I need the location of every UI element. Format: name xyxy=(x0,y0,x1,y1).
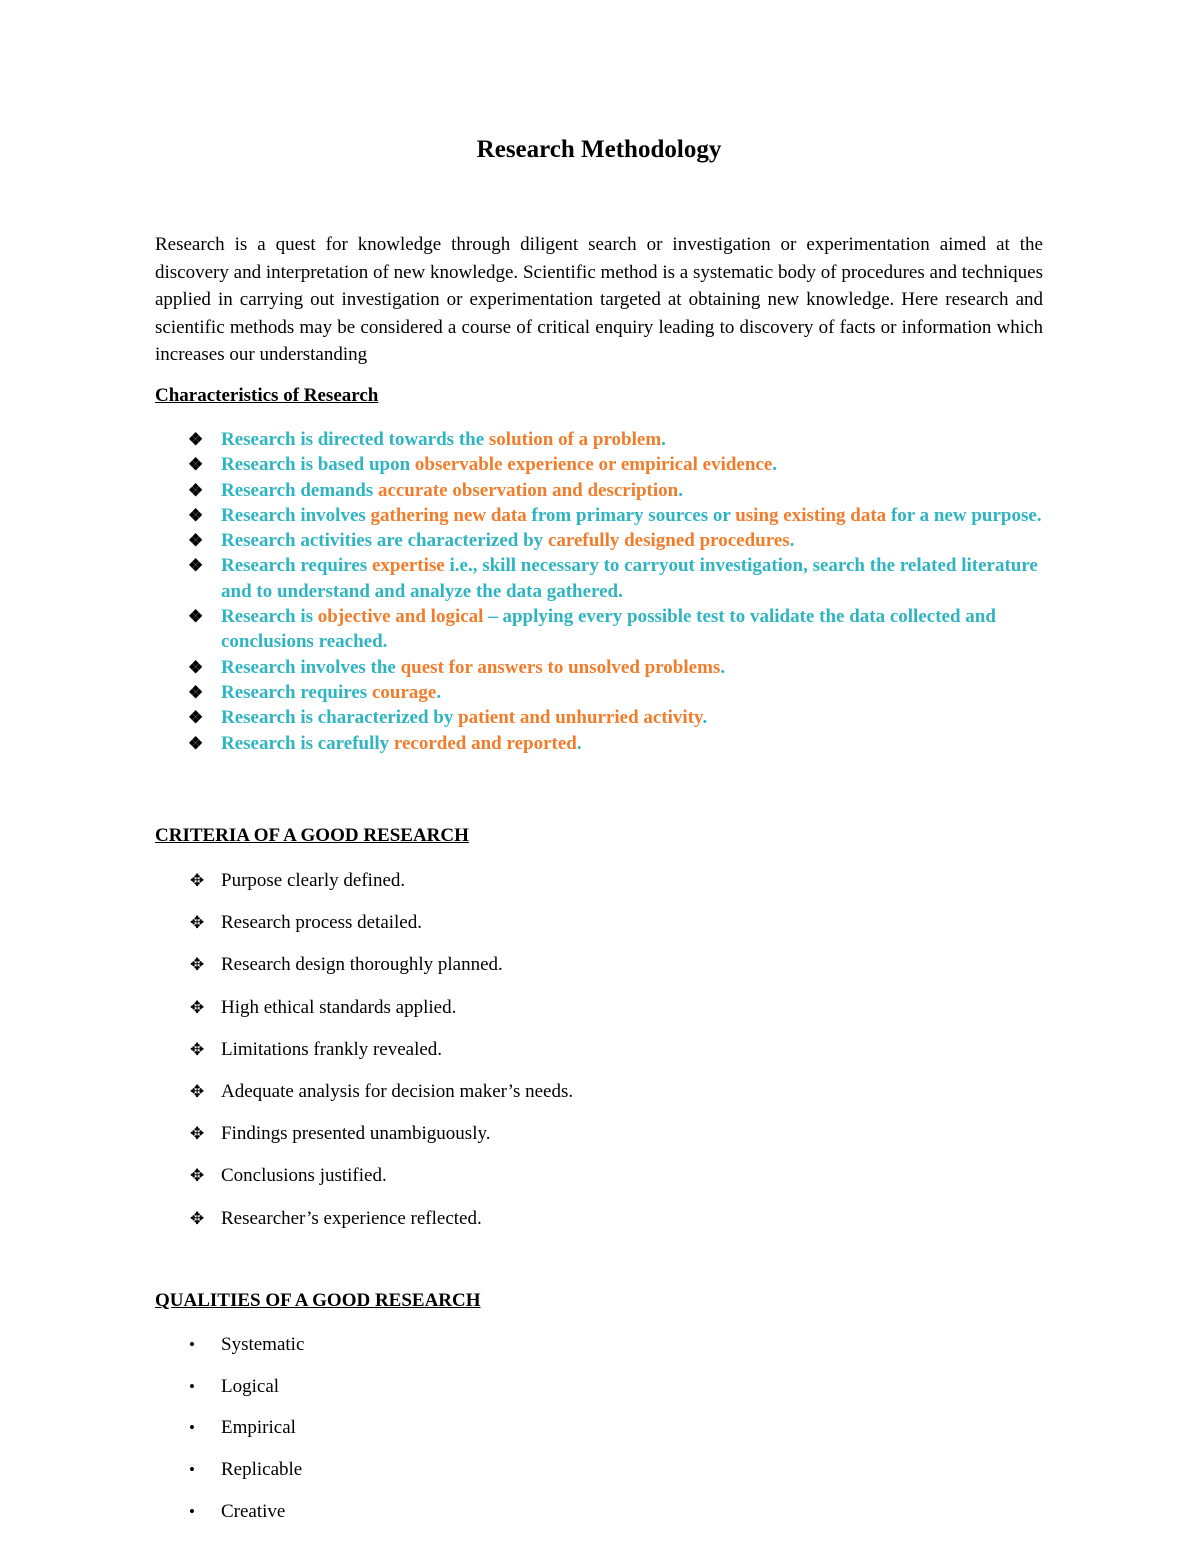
criteria-item xyxy=(155,996,573,1038)
criteria-item-text: Findings presented unambiguously. xyxy=(221,1123,491,1145)
characteristic-text-run: Research requires xyxy=(221,681,372,703)
criteria-item xyxy=(155,1164,573,1206)
characteristic-text-run: patient and unhurried activity xyxy=(458,707,703,729)
characteristic-item xyxy=(155,452,1043,477)
characteristic-text-run: – applying every possible test to validate the data collected and conclusions reached. xyxy=(221,606,996,653)
characteristic-item xyxy=(155,731,1043,756)
arrow-cross-icon: ✥ xyxy=(190,1081,205,1101)
characteristic-text-run: . xyxy=(436,681,442,703)
dot-bullet-icon: • xyxy=(189,1418,195,1438)
criteria-item-text: Limitations frankly revealed. xyxy=(221,1038,443,1060)
characteristic-text-run: . xyxy=(702,707,708,729)
criteria-item xyxy=(155,953,573,995)
quality-item-text: Creative xyxy=(221,1500,286,1522)
dot-bullet-icon: • xyxy=(189,1335,195,1354)
quality-item-text: Logical xyxy=(221,1375,280,1397)
characteristic-text-run: from primary sources or xyxy=(526,504,736,526)
arrow-cross-icon: ✥ xyxy=(190,871,205,890)
characteristic-item xyxy=(155,553,1043,604)
quality-item-text: Replicable xyxy=(221,1459,303,1481)
diamond-cross-icon: ❖ xyxy=(188,682,204,702)
characteristic-item xyxy=(155,478,1043,503)
diamond-cross-icon: ❖ xyxy=(188,430,204,449)
arrow-cross-icon: ✥ xyxy=(190,955,205,975)
characteristic-text-run: for a new purpose. xyxy=(886,504,1042,526)
diamond-cross-icon: ❖ xyxy=(188,607,204,627)
characteristic-text-run: . xyxy=(678,479,683,501)
characteristic-text-run: Research involves the xyxy=(221,656,401,678)
diamond-cross-icon: ❖ xyxy=(188,708,204,728)
criteria-item xyxy=(155,1207,573,1249)
characteristics-heading: Characteristics of Research xyxy=(155,385,379,406)
diamond-cross-icon: ❖ xyxy=(188,657,204,677)
criteria-list xyxy=(155,869,573,1249)
characteristic-text-run: Research involves xyxy=(221,504,371,526)
criteria-item xyxy=(155,1080,573,1122)
characteristic-item xyxy=(155,503,1043,528)
characteristic-text-run: carefully designed procedures xyxy=(547,530,790,552)
characteristic-text-run: Research demands xyxy=(221,479,378,501)
criteria-item-text: High ethical standards applied. xyxy=(221,996,457,1018)
characteristic-text-run: Research is based upon xyxy=(221,454,415,476)
characteristic-item xyxy=(155,528,1043,553)
criteria-item xyxy=(155,1038,573,1080)
criteria-item-text: Research process detailed. xyxy=(221,912,422,934)
characteristic-text-run: Research requires xyxy=(221,555,372,577)
quality-item xyxy=(155,1375,304,1417)
arrow-cross-icon: ✥ xyxy=(190,1039,205,1059)
characteristic-text-run: Research is xyxy=(221,606,318,628)
document-title: Research Methodology xyxy=(476,136,722,163)
criteria-item-text: Adequate analysis for decision maker’s needs. xyxy=(221,1080,574,1102)
arrow-cross-icon: ✥ xyxy=(190,913,205,933)
characteristic-text-run: . xyxy=(772,454,778,476)
characteristic-text-run: Research is characterized by xyxy=(221,707,459,729)
characteristic-text-run: quest for answers to unsolved problems xyxy=(400,656,721,678)
criteria-item xyxy=(155,911,573,953)
characteristic-item xyxy=(155,604,1043,655)
characteristic-text-run: expertise xyxy=(371,555,445,577)
characteristic-item xyxy=(155,655,1043,680)
quality-item-text: Systematic xyxy=(221,1334,305,1355)
diamond-cross-icon: ❖ xyxy=(188,733,204,753)
diamond-cross-icon: ❖ xyxy=(188,531,204,551)
diamond-cross-icon: ❖ xyxy=(188,556,204,576)
characteristic-item xyxy=(155,427,1043,452)
diamond-cross-icon: ❖ xyxy=(188,505,204,525)
characteristic-item xyxy=(155,680,1043,705)
characteristic-text-run: Research is carefully xyxy=(221,732,394,754)
characteristic-text-run: observable experience or empirical evidence xyxy=(414,454,773,476)
characteristic-text-run: accurate observation and description xyxy=(377,479,679,501)
characteristic-text-run: courage xyxy=(371,681,437,703)
qualities-heading: QUALITIES OF A GOOD RESEARCH xyxy=(155,1290,481,1311)
criteria-item-text: Conclusions justified. xyxy=(221,1165,387,1187)
criteria-item-text: Purpose clearly defined. xyxy=(221,870,406,891)
dot-bullet-icon: • xyxy=(189,1460,195,1480)
criteria-heading: CRITERIA OF A GOOD RESEARCH xyxy=(155,825,469,846)
dot-bullet-icon: • xyxy=(189,1376,195,1396)
dot-bullet-icon: • xyxy=(189,1501,195,1521)
arrow-cross-icon: ✥ xyxy=(190,1208,205,1228)
characteristic-text-run: . xyxy=(576,732,582,754)
criteria-item-text: Research design thoroughly planned. xyxy=(221,954,503,976)
qualities-list xyxy=(155,1333,304,1541)
characteristic-text-run: Research activities are characterized by xyxy=(221,530,548,552)
characteristic-text-run: . xyxy=(720,656,726,678)
characteristic-text-run: objective and logical xyxy=(317,606,484,628)
characteristic-text-run: Research is directed towards the xyxy=(221,429,489,450)
arrow-cross-icon: ✥ xyxy=(190,1124,205,1144)
criteria-item xyxy=(155,869,573,911)
characteristic-text-run: . xyxy=(661,429,666,450)
diamond-cross-icon: ❖ xyxy=(188,455,204,475)
characteristic-text-run: solution of a problem xyxy=(488,429,662,450)
criteria-item xyxy=(155,1122,573,1164)
characteristics-list xyxy=(155,427,1043,756)
characteristic-item xyxy=(155,705,1043,730)
quality-item xyxy=(155,1500,304,1542)
diamond-cross-icon: ❖ xyxy=(188,480,204,500)
arrow-cross-icon: ✥ xyxy=(190,1166,205,1186)
quality-item-text: Empirical xyxy=(221,1417,296,1439)
characteristic-text-run: gathering new data xyxy=(370,504,527,526)
criteria-item-text: Researcher’s experience reflected. xyxy=(221,1207,482,1229)
characteristic-text-run: recorded and reported xyxy=(393,732,577,754)
intro-paragraph: Research is a quest for knowledge through diligent search or investigation or experimentation aimed at the discovery and interpretation of new knowledge. Scientific method is a systematic body of procedures and techniques applied in carrying out investigation or experimentation targeted at obtaining new knowledge. Here research and scientific methods may be considered a course of critical enquiry leading to discovery of facts or information which increases our understanding xyxy=(155,234,1043,366)
quality-item xyxy=(155,1416,304,1458)
characteristic-text-run: i.e., skill necessary to carryout investigation, search the related literature and to understand and analyze the data gathered. xyxy=(221,555,1038,602)
characteristic-text-run: using existing data xyxy=(735,504,887,526)
quality-item xyxy=(155,1333,304,1375)
characteristic-text-run: . xyxy=(789,530,795,552)
quality-item xyxy=(155,1458,304,1500)
arrow-cross-icon: ✥ xyxy=(190,997,205,1017)
